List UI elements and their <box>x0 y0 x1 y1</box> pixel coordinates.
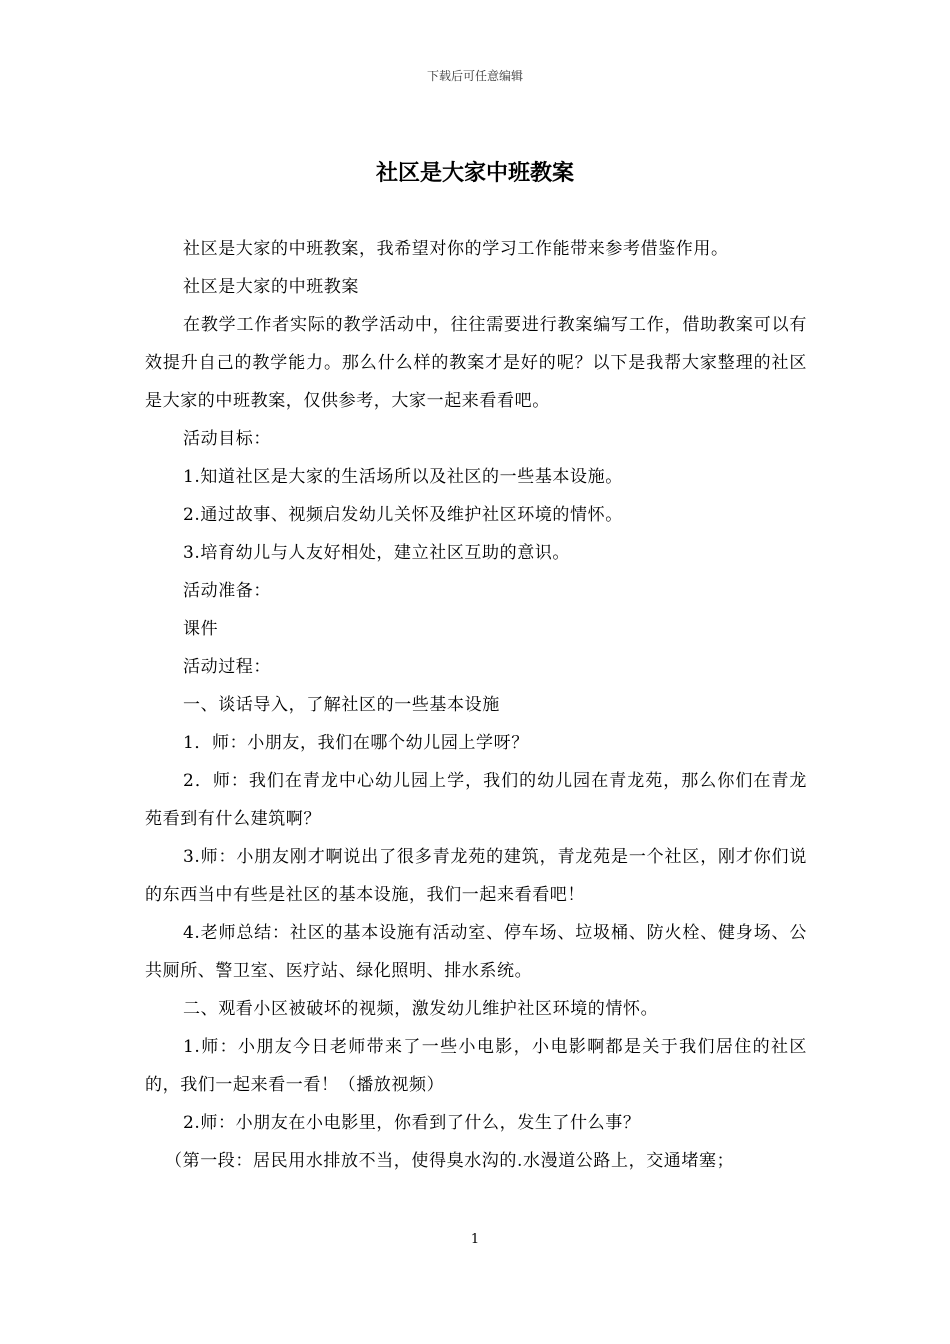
process-step-heading: 一、谈话导入，了解社区的一些基本设施 <box>183 695 500 715</box>
process-item: 1．师：小朋友，我们在哪个幼儿园上学呀？ <box>183 733 529 753</box>
process-item: 2.师：小朋友在小电影里，你看到了什么，发生了什么事？ <box>183 1113 641 1133</box>
goal-item: 2.通过故事、视频启发幼儿关怀及维护社区环境的情怀。 <box>183 505 623 525</box>
paragraph-preface: 在教学工作者实际的教学活动中，往往需要进行教案编写工作，借助教案可以有效提升自己的教学能力。那么什么样的教案才是好的呢？以下是我帮大家整理的社区是大家的中班教案，仅供参考，大家一起来看看吧。 <box>145 315 807 411</box>
goal-item: 3.培育幼儿与人友好相处，建立社区互助的意识。 <box>183 543 571 563</box>
section-heading-preparation: 活动准备： <box>183 581 271 601</box>
process-item: 2．师：我们在青龙中心幼儿园上学，我们的幼儿园在青龙苑，那么你们在青龙苑看到有什么建筑啊？ <box>145 771 807 829</box>
document-title: 社区是大家中班教案 <box>375 161 574 186</box>
document-body <box>145 230 807 1180</box>
header-note: 下载后可任意编辑 <box>426 69 523 83</box>
section-heading-process: 活动过程： <box>183 657 271 677</box>
paragraph-intro: 社区是大家的中班教案，我希望对你的学习工作能带来参考借鉴作用。 <box>183 239 729 259</box>
process-step-heading: 二、观看小区被破坏的视频，激发幼儿维护社区环境的情怀。 <box>183 999 659 1019</box>
process-item: （第一段：居民用水排放不当，使得臭水沟的.水漫道公路上，交通堵塞； <box>165 1151 735 1171</box>
paragraph-subtitle: 社区是大家的中班教案 <box>183 277 359 297</box>
preparation-item: 课件 <box>183 619 219 639</box>
page-number: 1 <box>470 1232 480 1247</box>
goal-item: 1.知道社区是大家的生活场所以及社区的一些基本设施。 <box>183 467 623 487</box>
section-heading-goals: 活动目标： <box>183 429 271 449</box>
process-item: 1.师：小朋友今日老师带来了一些小电影，小电影啊都是关于我们居住的社区的，我们一起来看一看！（播放视频） <box>145 1037 807 1095</box>
process-item: 4.老师总结：社区的基本设施有活动室、停车场、垃圾桶、防火栓、健身场、公共厕所、警卫室、医疗站、绿化照明、排水系统。 <box>145 923 807 981</box>
process-item: 3.师：小朋友刚才啊说出了很多青龙苑的建筑，青龙苑是一个社区，刚才你们说的东西当中有些是社区的基本设施，我们一起来看看吧！ <box>145 847 807 905</box>
